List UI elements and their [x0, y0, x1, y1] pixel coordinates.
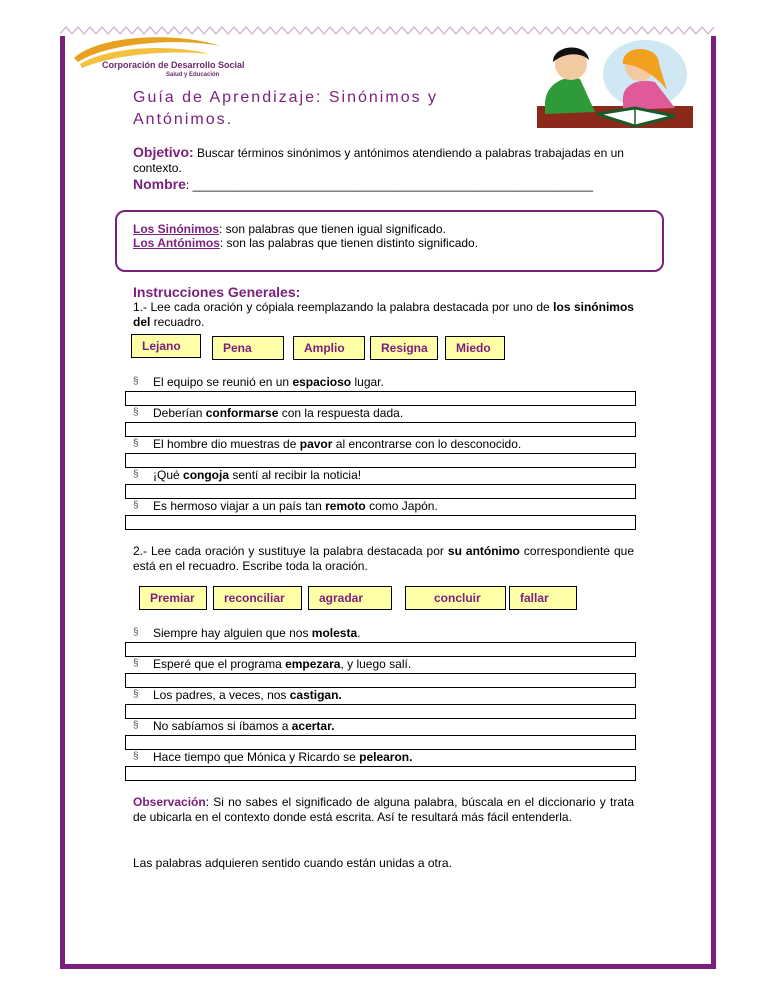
antonyms-definition	[133, 236, 478, 251]
part2-sentence: Siempre hay alguien que nos molesta.	[153, 626, 361, 640]
part1-instruction	[133, 300, 634, 330]
part1-sentence: El hombre dio muestras de pavor al encontrarse con lo desconocido.	[153, 437, 522, 451]
part1-sentence: Deberían conformarse con la respuesta dada.	[153, 406, 404, 420]
antonyms-label: Los Antónimos	[133, 236, 220, 250]
observation-text: : Si no sabes el significado de alguna palabra, búscala en el diccionario y trata de ubicarla en el contexto donde está escrita. Así te resultará más fácil entenderla.	[133, 795, 634, 824]
objective-label: Objetivo:	[133, 144, 194, 160]
bullet-icon: §	[133, 407, 139, 418]
bullet-icon: §	[133, 751, 139, 762]
instructions-heading: Instrucciones Generales:	[133, 284, 301, 300]
antonym-word-box: fallar	[509, 586, 577, 610]
bullet-icon: §	[133, 658, 139, 669]
synonyms-definition	[133, 222, 446, 237]
page-title	[133, 87, 438, 131]
part2-text-c: correspondiente que está en el recuadro. Escribe toda la oración.	[133, 544, 634, 573]
answer-field[interactable]	[125, 673, 636, 688]
antonym-word-box: concluir	[405, 586, 506, 610]
bullet-icon: §	[133, 689, 139, 700]
part2-text-b: su antónimo	[447, 544, 520, 558]
bullet-icon: §	[133, 627, 139, 638]
part2-text-a: 2.- Lee cada oración y sustituye la palabra destacada por	[133, 544, 448, 558]
answer-field[interactable]	[125, 704, 636, 719]
observation-label: Observación	[133, 795, 206, 809]
observation-paragraph	[133, 795, 634, 825]
org-name: Corporación de Desarrollo Social	[102, 60, 245, 70]
synonym-word-box: Pena	[212, 336, 284, 360]
answer-field[interactable]	[125, 422, 636, 437]
closing-sentence: Las palabras adquieren sentido cuando están unidas a otra.	[133, 856, 452, 870]
answer-field[interactable]	[125, 484, 636, 499]
part1-text-a: 1.- Lee cada oración y cópiala reemplazando la palabra destacada por uno de	[133, 300, 554, 314]
title-line-2: Antónimos.	[133, 111, 234, 128]
synonyms-text: : son palabras que tienen igual significado.	[219, 222, 446, 236]
answer-field[interactable]	[125, 642, 636, 657]
part2-instruction	[133, 544, 634, 574]
bullet-icon: §	[133, 720, 139, 731]
part1-sentence: Es hermoso viajar a un país tan remoto como Japón.	[153, 499, 438, 513]
synonym-word-box: Miedo	[445, 336, 505, 360]
bullet-icon: §	[133, 438, 139, 449]
answer-field[interactable]	[125, 515, 636, 530]
name-label: Nombre	[133, 176, 186, 192]
bullet-icon: §	[133, 469, 139, 480]
answer-field[interactable]	[125, 735, 636, 750]
name-line: : ____________________________________________________________	[185, 178, 594, 192]
objective-paragraph	[133, 145, 634, 176]
part1-text-c: recuadro.	[150, 315, 205, 329]
name-row	[133, 176, 593, 192]
part1-sentence: El equipo se reunió en un espacioso lugar.	[153, 375, 384, 389]
org-subtitle: Salud y Educación	[166, 72, 220, 78]
title-line-1: Guía de Aprendizaje: Sinónimos y	[133, 89, 439, 106]
part2-sentence: Esperé que el programa empezara, y luego salí.	[153, 657, 412, 671]
objective-text: Buscar términos sinónimos y antónimos atendiendo a palabras trabajadas en un contexto.	[133, 146, 624, 175]
part2-sentence: Hace tiempo que Mónica y Ricardo se pelearon.	[153, 750, 413, 764]
antonym-word-box: reconciliar	[213, 586, 302, 610]
answer-field[interactable]	[125, 391, 636, 406]
antonym-word-box: Premiar	[139, 586, 207, 610]
answer-field[interactable]	[125, 453, 636, 468]
bullet-icon: §	[133, 500, 139, 511]
bullet-icon: §	[133, 376, 139, 387]
children-reading-illustration	[535, 34, 695, 134]
part1-sentence: ¡Qué congoja sentí al recibir la noticia!	[153, 468, 362, 482]
part2-sentence: No sabíamos si íbamos a acertar.	[153, 719, 335, 733]
antonym-word-box: agradar	[308, 586, 392, 610]
synonym-word-box: Resigna	[370, 336, 438, 360]
synonyms-label: Los Sinónimos	[133, 222, 220, 236]
answer-field[interactable]	[125, 766, 636, 781]
antonyms-text: : son las palabras que tienen distinto significado.	[219, 236, 479, 250]
synonym-word-box: Lejano	[131, 334, 201, 358]
synonym-word-box: Amplio	[293, 336, 365, 360]
part2-sentence: Los padres, a veces, nos castigan.	[153, 688, 342, 702]
part1-text-b: los sinónimos del	[133, 300, 634, 329]
